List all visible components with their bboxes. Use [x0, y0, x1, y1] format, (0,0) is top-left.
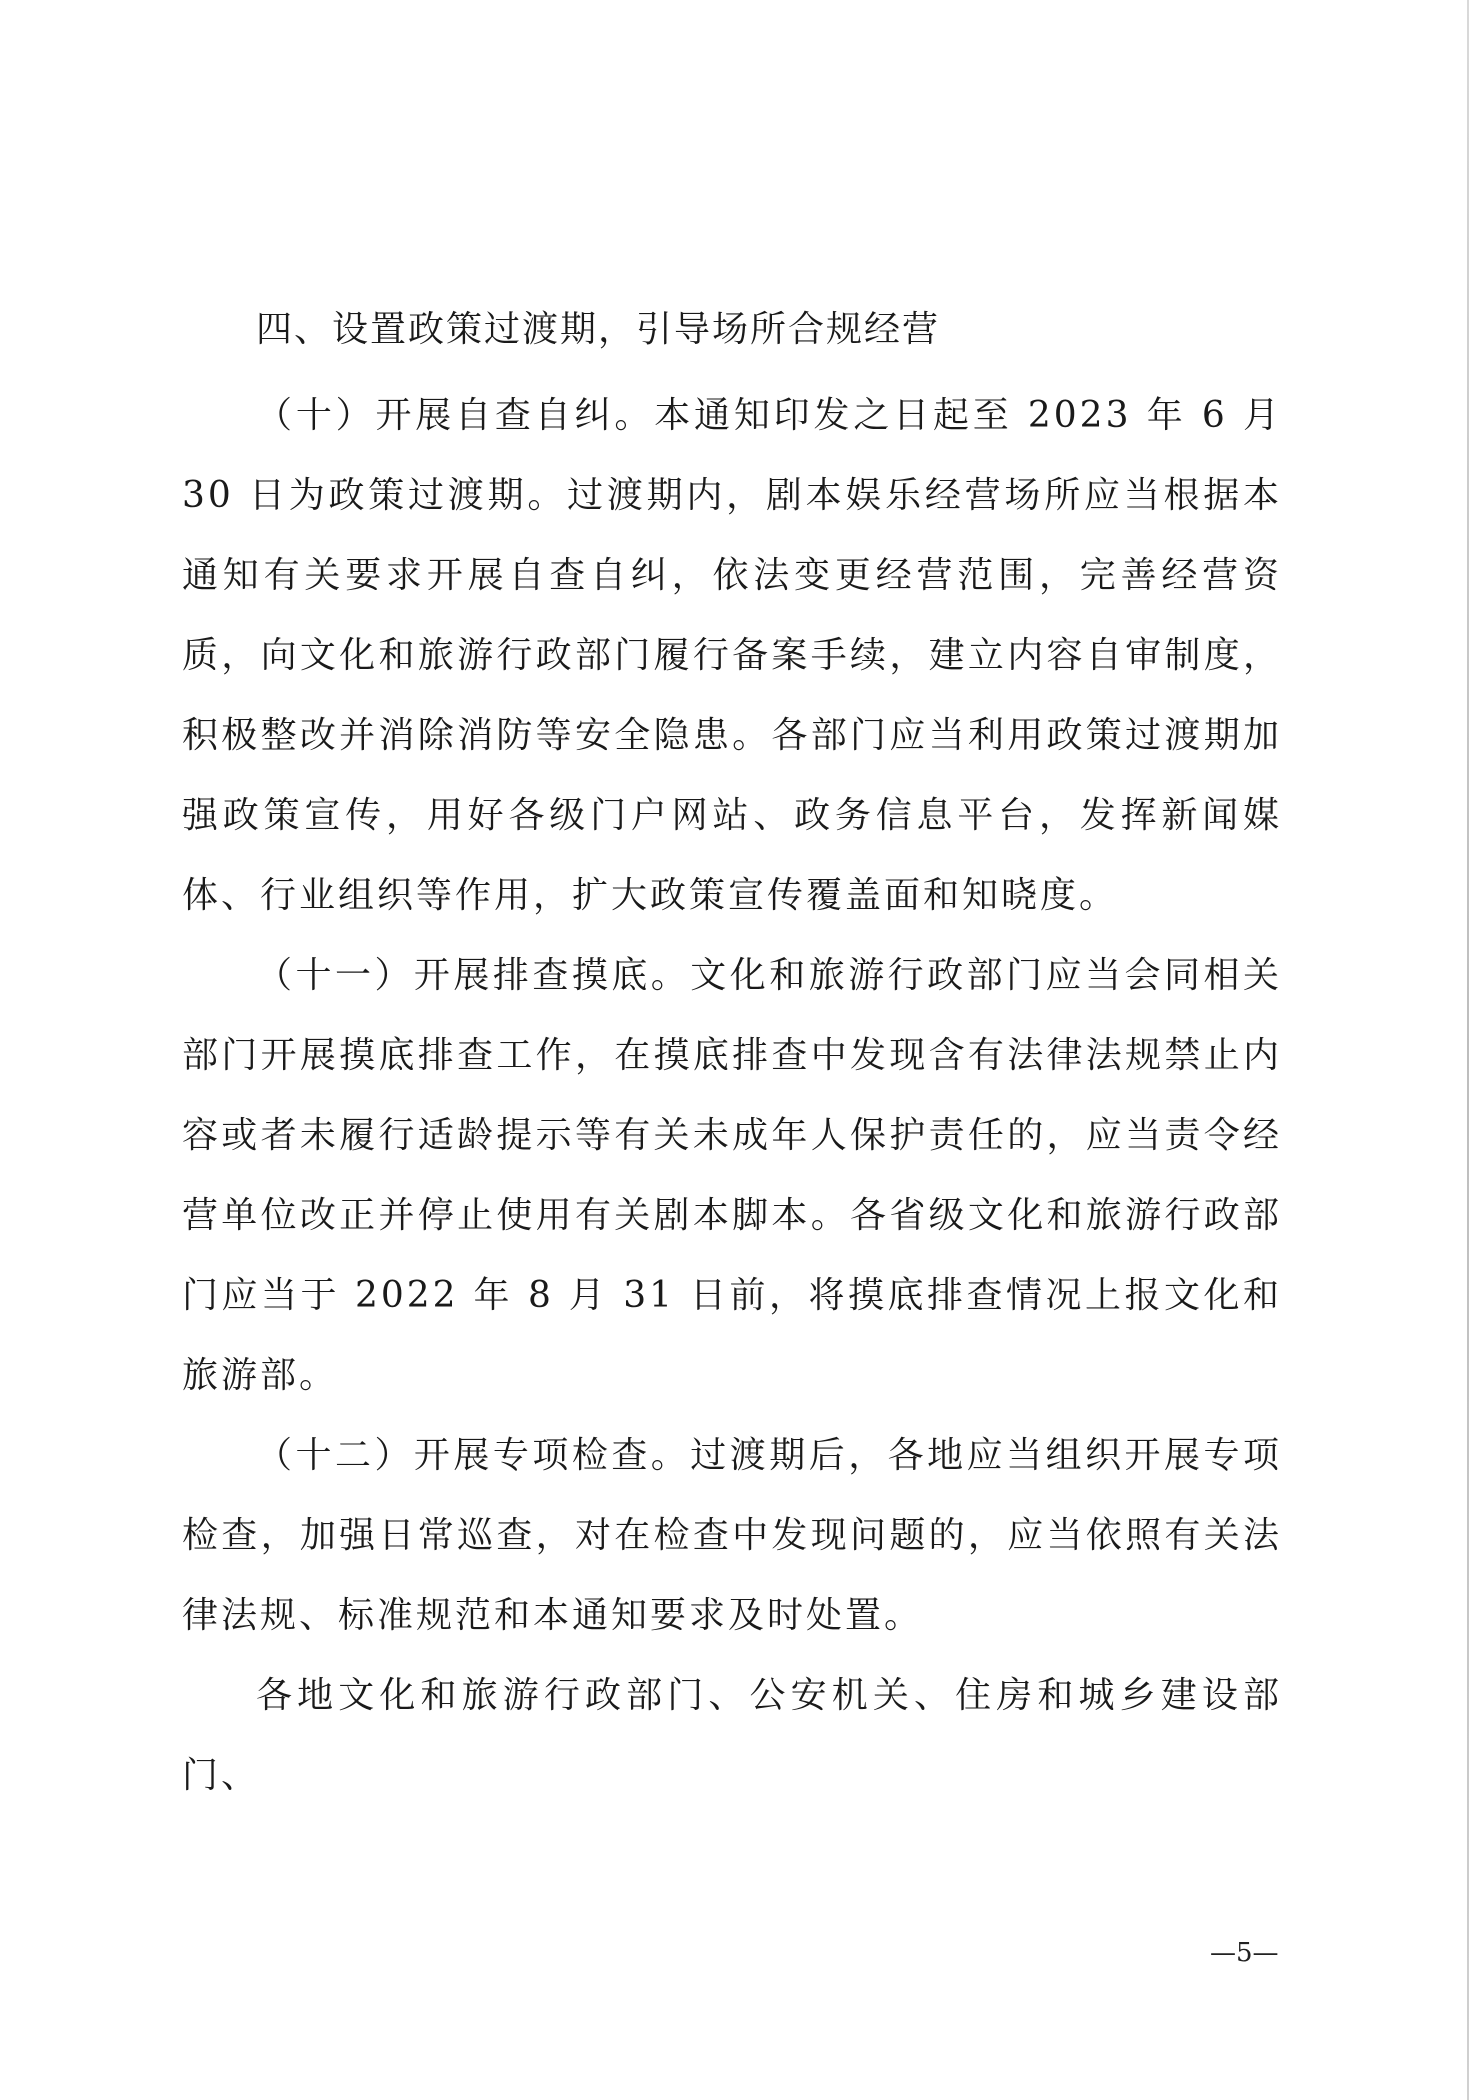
document-body	[182, 290, 1282, 1816]
paragraph-self-inspection: （十）开展自查自纠。本通知印发之日起至 2023 年 6 月 30 日为政策过渡期。过渡期内，剧本娱乐经营场所应当根据本通知有关要求开展自查自纠，依法变更经营范围，完善经营资质，向文化和旅游行政部门履行备案手续，建立内容自审制度，积极整改并消除消防等安全隐患。各部门应当利用政策过渡期加强政策宣传，用好各级门户网站、政务信息平台，发挥新闻媒体、行业组织等作用，扩大政策宣传覆盖面和知晓度。	[182, 395, 1282, 916]
paragraph-investigation: （十一）开展排查摸底。文化和旅游行政部门应当会同相关部门开展摸底排查工作，在摸底排查中发现含有法律法规禁止内容或者未履行适龄提示等有关未成年人保护责任的，应当责令经营单位改正并停止使用有关剧本脚本。各省级文化和旅游行政部门应当于 2022 年 8 月 31 日前，将摸底排查情况上报文化和旅游部。	[182, 955, 1282, 1396]
section-heading: 四、设置政策过渡期，引导场所合规经营	[256, 309, 941, 350]
page-number: —5—	[1210, 1938, 1279, 1968]
paragraph-special-inspection: （十二）开展专项检查。过渡期后，各地应当组织开展专项检查，加强日常巡查，对在检查中发现问题的，应当依照有关法律法规、标准规范和本通知要求及时处置。	[182, 1435, 1282, 1636]
scan-edge	[1467, 0, 1469, 2100]
paragraph-departments: 各地文化和旅游行政部门、公安机关、住房和城乡建设部门、	[182, 1675, 1282, 1796]
